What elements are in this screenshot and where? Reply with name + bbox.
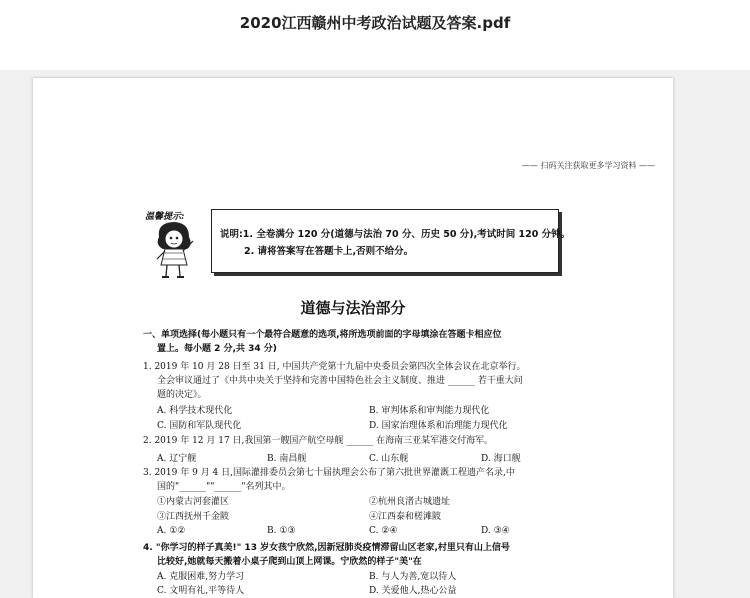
q3-line-1: 3. 2019 年 9 月 4 日,国际灌排委员会第七十届执理会公布了第六批世界灌溉工程遗产名录,中 [143, 468, 515, 478]
q4-option-b: B. 与人为善,宽以待人 [369, 572, 457, 582]
document-viewer[interactable] [0, 70, 750, 596]
q4-line-1: 4. "你学习的样子真美!" 13 岁女孩宁欣然,因新冠肺炎疫情滞留山区老家,村里只有山上信号 [143, 543, 510, 553]
tip-label: 温馨提示: [145, 212, 185, 222]
q2-option-b: B. 南昌舰 [267, 454, 307, 464]
q4-option-a: A. 克服困难,努力学习 [157, 572, 245, 582]
q1-option-a: A. 科学技术现代化 [157, 406, 233, 416]
q3-line-2: 国的"______""______"名列其中。 [157, 482, 291, 492]
q3-option-a: A. ①② [157, 526, 186, 536]
viewer-header [0, 0, 750, 70]
cartoon-girl-image [151, 219, 199, 281]
q2-option-d: D. 海口舰 [481, 454, 521, 464]
q2-option-c: C. 山东舰 [369, 454, 409, 464]
q3-statement-1: ①内蒙古河套灌区 [157, 497, 230, 507]
q3-statement-4: ④江西泰和槎滩陂 [369, 512, 442, 522]
q3-option-b: B. ①③ [267, 526, 296, 536]
q1-line-3: 题的决定》。 [157, 390, 207, 400]
q1-line-1: 1. 2019 年 10 月 28 日至 31 日, 中国共产党第十九届中央委员会第四次全体会议在北京举行。 [143, 362, 526, 372]
q3-option-c: C. ②④ [369, 526, 398, 536]
part1-heading-line-2: 置上。每小题 2 分,共 34 分) [157, 344, 277, 354]
q1-option-b: B. 审判体系和审判能力现代化 [369, 406, 490, 416]
q1-line-2: 全会审议通过了《中共中央关于坚持和完善中国特色社会主义制度、推进 ______ 若干重大问 [157, 376, 523, 386]
part1-heading-line-1: 一、单项选择(每小题只有一个最符合题意的选项,将所选项前面的字母填涂在答题卡相应位 [143, 330, 502, 340]
q4-option-c: C. 文明有礼,平等待人 [157, 586, 245, 596]
scan-note: —— 扫码关注获取更多学习资料 —— [521, 161, 655, 170]
q3-statement-3: ③江西抚州千金陂 [157, 512, 230, 522]
notice-line-2: 2. 请将答案写在答题卡上,否则不给分。 [244, 246, 414, 257]
q3-statement-2: ②杭州良渚古城遗址 [369, 497, 451, 507]
q3-option-d: D. ③④ [481, 526, 510, 536]
q4-option-d: D. 关爱他人,热心公益 [369, 586, 457, 596]
q2-line-1: 2. 2019 年 12 月 17 日,我国第一艘国产航空母舰 ______ 在海南三亚某军港交付海军。 [143, 436, 494, 446]
q2-option-a: A. 辽宁舰 [157, 454, 197, 464]
notice-line-1: 说明:1. 全卷满分 120 分(道德与法治 70 分、历史 50 分),考试时间 120 分钟。 [220, 229, 571, 240]
q1-option-d: D. 国家治理体系和治理能力现代化 [369, 421, 508, 431]
pdf-page [33, 78, 673, 598]
q1-option-c: C. 国防和军队现代化 [157, 421, 242, 431]
q4-line-2: 比较好,她就每天搬着小桌子爬到山顶上网课。宁欣然的样子"美"在 [157, 557, 422, 567]
section-title: 道德与法治部分 [300, 299, 406, 317]
document-title: 2020江西赣州中考政治试题及答案.pdf [239, 14, 511, 32]
notice-box [211, 209, 571, 273]
